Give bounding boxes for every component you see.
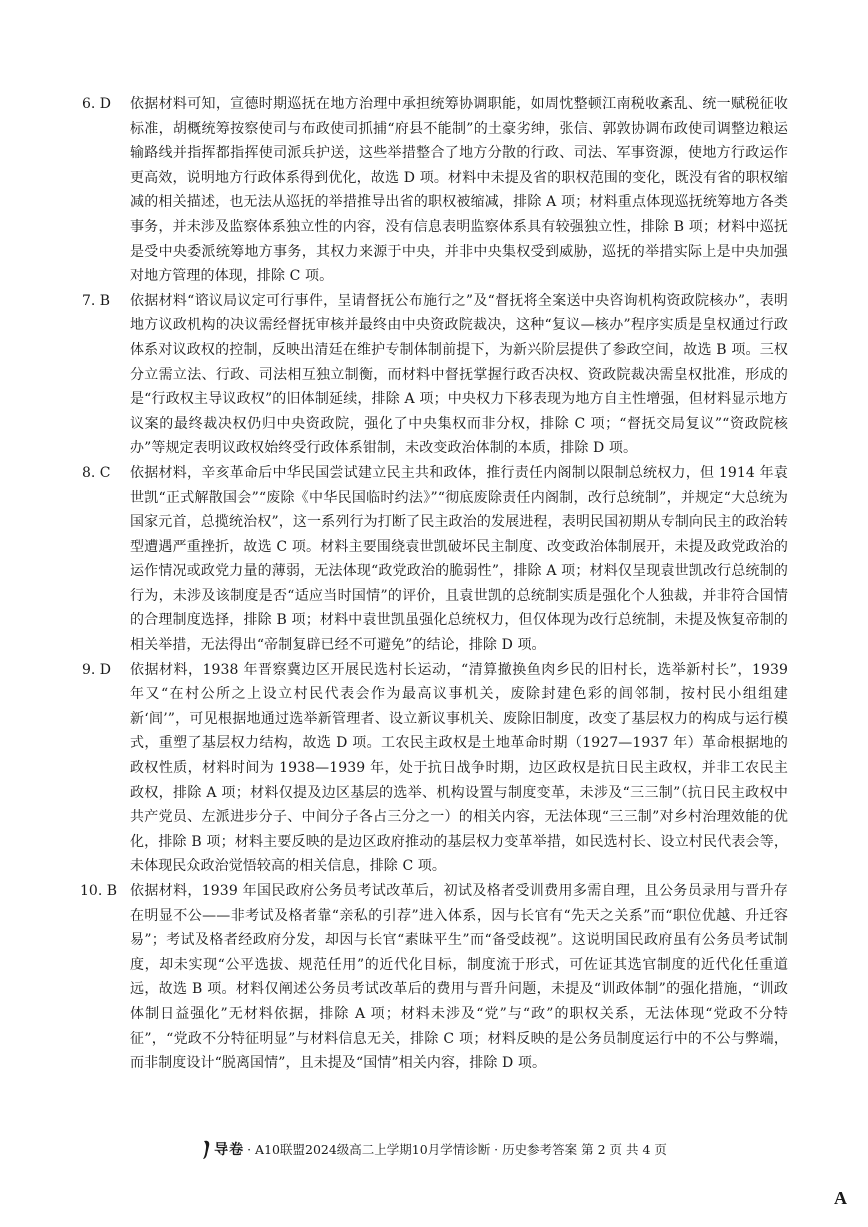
- answer-number: 8. C: [82, 464, 111, 481]
- answer-number: 9. D: [82, 661, 112, 678]
- footer-text: · A10联盟2024级高二上学期10月学情诊断 · 历史参考答案 第 2 页 共 4 页: [247, 1142, 667, 1157]
- answer-item-8: [80, 461, 788, 658]
- answer-item-9: [80, 658, 788, 879]
- answer-explanation: 依据材料，1939 年国民政府公务员考试改革后，初试及格者受训费用多需自理，且公务员录用与晋升存在明显不公——非考试及格者靠“亲私的引荐”进入体系，因与长官有“先天之关系”而“职位优越、升迁容易”；考试及格者经政府分发，却因与长官“素昧平生”而“备受歧视”。这说明国民政府虽有公务员考试制度，却未实现“公平选拔、规范任用”的近代化目标，制度流于形式，可佐证其选官制度的近代化任重道远，故选 B 项。材料仅阐述公务员考试改革后的费用与晋升问题，未提及“训政体制”的强化措施，“训政体制日益强化”无材料依据，排除 A 项；材料未涉及“党”与“政”的职权关系，无法体现“党政不分特征”，“党政不分特征明显”与材料信息无关，排除 C 项；材料反映的是公务员制度运行中的不公与弊端，而非制度设计“脱离国情”，且未提及“国情”相关内容，排除 D 项。: [130, 883, 788, 1072]
- answer-item-7: [80, 289, 788, 461]
- answer-list: [80, 92, 788, 1076]
- answer-explanation: 依据材料可知，宣德时期巡抚在地方治理中承担统筹协调职能，如周忱整顿江南税收紊乱、统一赋税征收标准，胡概统筹按察使司与布政使司抓捕“府县不能制”的土豪劣绅，张信、郭敦协调布政使司调整边粮运输路线并指挥都指挥使司派兵护送，这些举措整合了地方分散的行政、司法、军事资源，使地方行政运作更高效，说明地方行政体系得到优化，故选 D 项。材料中未提及省的职权范围的变化，既没有省的职权缩减的相关描述，也无法从巡抚的举措推导出省的职权被缩减，排除 A 项；材料重点体现巡抚统筹地方各类事务，并未涉及监察体系独立性的内容，没有信息表明监察体系具有较强独立性，排除 B 项；材料中巡抚是受中央委派统筹地方事务，其权力来源于中央，并非中央集权受到威胁，巡抚的举措实际上是中央加强对地方管理的体现，排除 C 项。: [130, 96, 788, 285]
- publisher-logo: [201, 1140, 244, 1160]
- corner-mark: A: [834, 1188, 847, 1208]
- answer-explanation: 依据材料，辛亥革命后中华民国尝试建立民主共和政体，推行责任内阁制以限制总统权力，但 1914 年袁世凯“正式解散国会”“废除《中华民国临时约法》”“彻底废除责任内阁制，改行总统制”，并规定“大总统为国家元首，总揽统治权”，这一系列行为打断了民主政治的发展进程，表明民国初期从专制向民主的政治转型遭遇严重挫折，故选 C 项。材料主要围绕袁世凯破坏民主制度、改变政治体制展开，未提及政党政治的运作情况或政党力量的薄弱，无法体现“政党政治的脆弱性”，排除 A 项；材料仅呈现袁世凯改行总统制的行为，未涉及该制度是否“适应当时国情”的评价，且袁世凯的总统制实质是强化个人独裁，并非符合国情的合理制度选择，排除 B 项；材料中袁世凯虽强化总统权力，但仅体现为改行总统制，未提及恢复帝制的相关举措，无法得出“帝制复辟已经不可避免”的结论，排除 D 项。: [130, 464, 788, 654]
- answer-item-10: [80, 879, 788, 1076]
- answer-item-6: [80, 92, 788, 289]
- brush-stroke-icon: [201, 1140, 213, 1160]
- page-footer: [0, 1140, 868, 1160]
- answer-number: 6. D: [82, 96, 112, 112]
- answer-explanation: 依据材料“谘议局议定可行事件，呈请督抚公布施行之”及“督抚将全案送中央咨询机构资政院核办”，表明地方议政机构的决议需经督抚审核并最终由中央资政院裁决，这种“复议—核办”程序实质是皇权通过行政体系对议政权的控制，反映出清廷在维护专制体制前提下，为新兴阶层提供了参政空间，故选 B 项。三权分立需立法、行政、司法相互独立制衡，而材料中督抚掌握行政否决权、资政院裁决需皇权批准，形成的是“行政权主导议政权”的旧体制延续，排除 A 项；中央权力下移表现为地方自主性增强，但材料显示地方议案的最终裁决权仍归中央资政院，强化了中央集权而非分权，排除 C 项；“督抚交局复议”“资政院核办”等规定表明议政权始终受行政体系钳制，未改变政治体制的本质，排除 D 项。: [130, 292, 788, 457]
- answer-number: 10. B: [80, 883, 118, 899]
- answer-number: 7. B: [82, 292, 111, 309]
- logo-text: 导卷: [214, 1142, 245, 1158]
- answer-explanation: 依据材料，1938 年晋察冀边区开展民选村长运动，“清算撤换鱼肉乡民的旧村长，选举新村长”，1939 年又“在村公所之上设立村民代表会作为最高议事机关，废除封建色彩的闾邻制，按村民小组组建新‘闾’”，可见根据地通过选举新管理者、设立新议事机关、废除旧制度，改变了基层权力的构成与运行模式，重塑了基层权力结构，故选 D 项。工农民主政权是土地革命时期（1927—1937 年）革命根据地的政权性质，材料时间为 1938—1939 年，处于抗日战争时期，边区政权是抗日民主政权，并非工农民主政权，排除 A 项；材料仅提及边区基层的选举、机构设置与制度变革，未涉及“三三制”（抗日民主政权中共产党员、左派进步分子、中间分子各占三分之一）的相关内容，无法体现“三三制”对乡村治理效能的优化，排除 B 项；材料主要反映的是边区政府推动的基层权力变革举措，如民选村长、设立村民代表会等，未体现民众政治觉悟较高的相关信息，排除 C 项。: [130, 661, 788, 875]
